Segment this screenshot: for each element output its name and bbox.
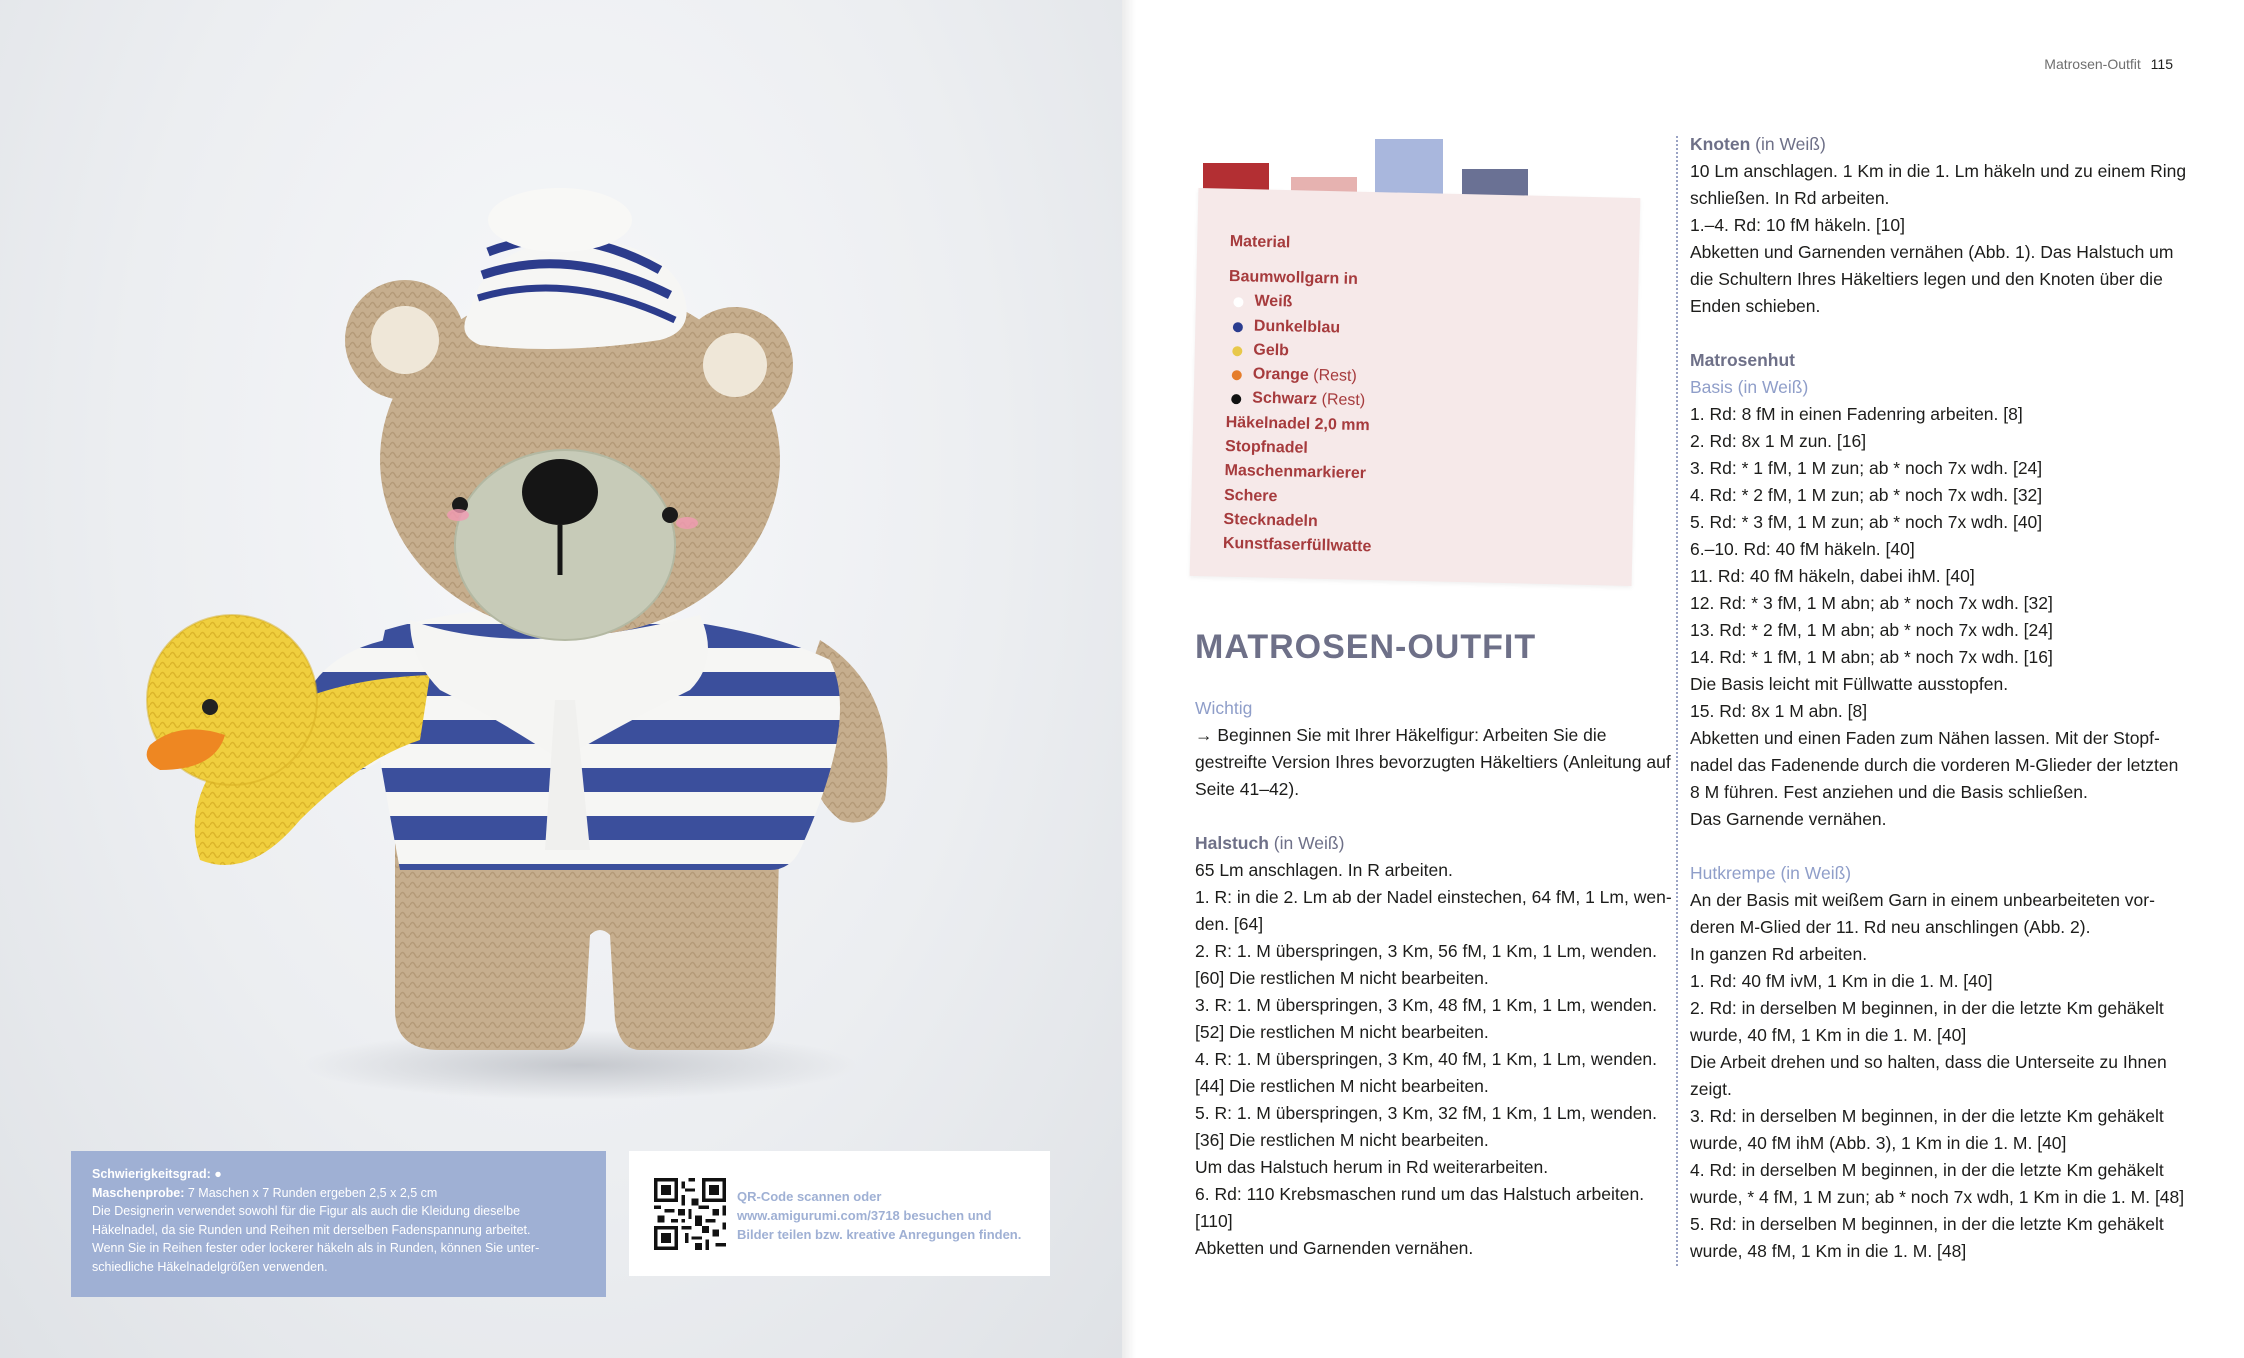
text-line (1195, 1208, 1665, 1235)
yarn-item: Schwarz (Rest) (1226, 386, 1606, 419)
text-run: 15. Rd: (1690, 701, 1747, 721)
text-line (1690, 239, 2190, 266)
yarn-item: Orange (Rest) (1227, 362, 1607, 395)
text-run: die Schultern Ihres Häkeltiers legen und den Knoten über die (1690, 269, 2163, 289)
text-line (1690, 941, 2190, 968)
yarn-color-dot (1233, 297, 1243, 307)
text-run: Die Basis leicht mit Füllwatte ausstopfen. (1690, 674, 2009, 694)
qr-text-line: Bilder teilen bzw. kreative Anregungen finden. (737, 1227, 1022, 1242)
text-run: deren M-Glied der 11. Rd neu anschlingen (Abb. 2). (1690, 917, 2091, 937)
subsection-heading: Hutkrempe (in Weiß) (1690, 863, 1852, 883)
text-line (1690, 1130, 2190, 1157)
yarn-item: Gelb (1227, 338, 1607, 371)
text-run: 40 fM häkeln. [40] (1770, 539, 1915, 559)
text-run: 4. Rd: (1690, 485, 1737, 505)
text-line (1195, 776, 1665, 803)
text-line (1690, 509, 2190, 536)
text-run: Um das Halstuch herum (1195, 1157, 1388, 1177)
text-run: 1. M überspringen, 3 Km, 40 fM, 1 Km, 1 Lm, wenden. (1231, 1049, 1658, 1069)
text-run: 1. Rd: (1690, 404, 1737, 424)
text-run: 1. M überspringen, 3 Km, 56 fM, 1 Km, 1 Lm, wenden. (1231, 941, 1658, 961)
tool-item: Kunstfaserfüllwatte (1222, 535, 1372, 556)
text-line (1195, 695, 1665, 722)
text-run: Enden schieben. (1690, 296, 1821, 316)
text-line (1690, 131, 2190, 158)
text-run: Abketten und einen Faden zum Nähen lassen. Mit der Stopf- (1690, 728, 2160, 748)
text-run: 2. R: (1195, 941, 1232, 961)
text-run: 4. Rd: (1690, 1160, 1737, 1180)
note-line: Die Designerin verwendet sowohl für die Figur als auch die Kleidung dieselbe (92, 1204, 521, 1218)
text-run: In ganzen Rd arbeiten. (1690, 944, 1868, 964)
text-run: 12. Rd: (1690, 593, 1747, 613)
text-line (1195, 1073, 1665, 1100)
text-run: 10 Lm anschlagen. 1 Km in die 1. Lm häkeln und zu einem Ring (1690, 161, 2187, 181)
text-run: 3. Rd: (1690, 458, 1737, 478)
running-head (2044, 56, 2173, 72)
text-line (1195, 749, 1671, 776)
qr-code-icon[interactable] (654, 1178, 726, 1250)
text-line (1690, 455, 2190, 482)
yarn-item: Weiß (1228, 289, 1608, 322)
text-line (1690, 293, 2190, 320)
text-run: 11. Rd: (1690, 566, 1746, 586)
page-number: 115 (2150, 56, 2173, 72)
text-run: [44] Die restlichen M nicht bearbeiten. (1195, 1076, 1489, 1096)
text-line (1690, 428, 2190, 455)
text-line (1195, 1127, 1665, 1154)
text-run: in derselben M beginnen, in der die letzte Km gehäkelt (1736, 1214, 2164, 1234)
text-run: 10 fM häkeln. [10] (1761, 215, 1906, 235)
text-line (1690, 671, 2190, 698)
material-list (1223, 233, 1610, 565)
tool-item: Häkelnadel 2,0 mm (1225, 413, 1370, 434)
text-run: wurde, * 4 fM, 1 M zun; ab * noch 7x wdh, 1 Km in die 1. M. [48] (1690, 1187, 2185, 1207)
text-line (1690, 779, 2190, 806)
page-title: MATROSEN-OUTFIT (1195, 628, 1537, 666)
text-run: 13. Rd: (1690, 620, 1747, 640)
text-line (1690, 212, 2190, 239)
text-run: [110] (1195, 1211, 1233, 1231)
text-line (1195, 857, 1665, 884)
text-line (1690, 968, 2190, 995)
text-run: Abketten und Garnenden vernähen. (1195, 1238, 1474, 1258)
text-run: 8 M führen. Fest anziehen und die Basis schließen. (1690, 782, 2088, 802)
text-run: Arbeiten Sie die (1479, 725, 1607, 745)
text-line (1690, 401, 2190, 428)
tool-item: Stecknadeln (1223, 510, 1318, 531)
text-line (1195, 722, 1665, 749)
text-run: 8 fM in einen Fadenring arbeiten. [8] (1736, 404, 2023, 424)
text-run: in Rd (1387, 1157, 1429, 1177)
difficulty-value: ● (214, 1167, 222, 1181)
paragraph-gap (1690, 833, 2190, 860)
text-line (1690, 698, 2190, 725)
text-run: 110 Krebsmaschen rund um das Halstuch arbeiten. (1241, 1184, 1645, 1204)
section-heading: Halstuch (1195, 833, 1269, 853)
difficulty-info-box (71, 1151, 606, 1297)
text-line (1195, 884, 1672, 911)
text-run: → (1195, 725, 1218, 745)
text-run: Das Garnende vernähen. (1690, 809, 1887, 829)
text-run: * 1 fM, 1 M zun; ab * noch 7x wdh. [24] (1736, 458, 2043, 478)
text-run: * 2 fM, 1 M abn; ab * noch 7x wdh. [24] (1746, 620, 2053, 640)
tool-item: Schere (1223, 486, 1278, 505)
text-run: in die 2. Lm ab der Nadel einstechen, 64 fM, 1 Lm, wen- (1231, 887, 1672, 907)
text-run: 5. R: (1195, 1103, 1232, 1123)
tool-item: Stopfnadel (1224, 438, 1308, 457)
text-run: weiterarbeiten. (1428, 1157, 1549, 1177)
text-run: zeigt. (1690, 1079, 1732, 1099)
tool-item: Maschenmarkierer (1224, 462, 1367, 483)
text-line (1195, 938, 1665, 965)
text-run: Beginnen Sie mit Ihrer Häkelfigur: (1217, 725, 1480, 745)
text-line (1690, 1184, 2190, 1211)
subsection-heading: Basis (in Weiß) (1690, 377, 1809, 397)
text-run: Die Arbeit drehen und so halten, dass die Unterseite zu Ihnen (1690, 1052, 2167, 1072)
paragraph-gap (1195, 803, 1665, 830)
text-run: An der Basis mit weißem Garn in einem unbearbeiteten vor- (1690, 890, 2155, 910)
text-run: (in Weiß) (1268, 833, 1345, 853)
text-run: 1. Rd: (1690, 971, 1737, 991)
text-run: Abketten und Garnenden vernähen (Abb. 1). Das Halstuch um (1690, 242, 2174, 262)
gauge-label: Maschenprobe: (92, 1185, 185, 1200)
text-run: 14. Rd: (1690, 647, 1747, 667)
text-run: nadel das Fadenende durch die vorderen M-Glieder der letzten (1690, 755, 2179, 775)
text-line (1690, 347, 2190, 374)
yarn-color-dot (1231, 395, 1241, 405)
text-line (1690, 725, 2190, 752)
text-run: 5. Rd: (1690, 512, 1737, 532)
text-line (1195, 1154, 1665, 1181)
difficulty-label: Schwierigkeitsgrad: (92, 1167, 211, 1181)
text-run: Seite 41–42). (1195, 779, 1300, 799)
text-run: [52] Die restlichen M nicht bearbeiten. (1195, 1022, 1489, 1042)
text-run: 5. Rd: (1690, 1214, 1737, 1234)
note-line: Wenn Sie in Reihen fester oder lockerer häkeln als in Runden, können Sie unter- (92, 1241, 540, 1255)
text-run: * 3 fM, 1 M zun; ab * noch 7x wdh. [40] (1736, 512, 2043, 532)
text-run: 4. R: (1195, 1049, 1232, 1069)
paragraph-gap (1690, 320, 2190, 347)
text-run: * 1 fM, 1 M abn; ab * noch 7x wdh. [16] (1746, 647, 2053, 667)
text-run: in derselben M beginnen, in der die letzte Km gehäkelt (1736, 1106, 2164, 1126)
gauge-text: 7 Maschen x 7 Runden ergeben 2,5 x 2,5 cm (187, 1185, 438, 1200)
text-run: 1. R: (1195, 887, 1232, 907)
text-run: in derselben M beginnen, in der die letzte Km gehäkelt (1736, 998, 2164, 1018)
text-run: gestreifte Version Ihres bevorzugten Häkeltiers (Anleitung auf (1195, 752, 1671, 772)
text-run: 1. M überspringen, 3 Km, 48 fM, 1 Km, 1 Lm, wenden. (1231, 995, 1658, 1015)
qr-text-line[interactable]: www.amigurumi.com/3718 besuchen und (737, 1208, 992, 1223)
text-line (1195, 1046, 1665, 1073)
text-line (1690, 806, 2190, 833)
text-run: 8x 1 M abn. [8] (1746, 701, 1868, 721)
text-run: wurde, 48 fM, 1 Km in die 1. M. [48] (1690, 1241, 1967, 1261)
section-heading: Matrosenhut (1690, 350, 1795, 370)
text-run: in derselben M beginnen, in der die letzte Km gehäkelt (1736, 1160, 2164, 1180)
text-line (1690, 617, 2190, 644)
yarn-color-dot (1232, 346, 1242, 356)
yarn-color-dot (1233, 322, 1243, 332)
text-run: 1.–4. Rd: (1690, 215, 1762, 235)
text-line (1690, 995, 2190, 1022)
text-line (1690, 887, 2190, 914)
text-run: 40 fM ivM, 1 Km in die 1. M. [40] (1736, 971, 1993, 991)
text-line (1690, 185, 2190, 212)
text-line (1195, 1235, 1665, 1262)
text-run: wurde, 40 fM ihM (Abb. 3), 1 Km in die 1. M. [40] (1690, 1133, 2067, 1153)
color-swatch (1203, 163, 1269, 190)
running-head-section: Matrosen-Outfit (2044, 56, 2141, 72)
text-line (1690, 1238, 2190, 1265)
text-run: 2. Rd: (1690, 998, 1737, 1018)
text-line (1195, 1100, 1665, 1127)
text-line (1195, 992, 1665, 1019)
text-line (1195, 965, 1665, 992)
qr-code-box (629, 1151, 1050, 1276)
subsection-heading: Wichtig (1195, 698, 1253, 718)
text-run: * 3 fM, 1 M abn; ab * noch 7x wdh. [32] (1746, 593, 2053, 613)
text-run: [36] Die restlichen M nicht bearbeiten. (1195, 1130, 1489, 1150)
text-line (1690, 914, 2190, 941)
text-line (1690, 266, 2190, 293)
text-line (1690, 1076, 2190, 1103)
text-line (1690, 1103, 2190, 1130)
text-line (1690, 374, 2190, 401)
text-line (1690, 644, 2190, 671)
text-line (1690, 482, 2190, 509)
text-run: 2. Rd: (1690, 431, 1737, 451)
text-line (1690, 536, 2190, 563)
text-run: den. [64] (1195, 914, 1264, 934)
text-line (1195, 830, 1665, 857)
section-heading: Knoten (1690, 134, 1751, 154)
qr-text-line: QR-Code scannen oder (737, 1189, 882, 1204)
note-line: schiedliche Häkelnadelgrößen verwenden. (92, 1259, 328, 1274)
text-line (1690, 158, 2190, 185)
text-run: * 2 fM, 1 M zun; ab * noch 7x wdh. [32] (1736, 485, 2043, 505)
instructions-column-left (1195, 695, 1672, 1262)
text-line (1690, 590, 2190, 617)
text-line (1195, 1019, 1665, 1046)
text-line (1690, 860, 2190, 887)
text-run: 8x 1 M zun. [16] (1736, 431, 1867, 451)
text-run: (in Weiß) (1750, 134, 1826, 154)
text-line (1690, 1049, 2190, 1076)
text-run: 1. M überspringen, 3 Km, 32 fM, 1 Km, 1 Lm, wenden. (1231, 1103, 1658, 1123)
color-swatch (1375, 139, 1443, 196)
text-run: [60] Die restlichen M nicht bearbeiten. (1195, 968, 1489, 988)
instructions-column-right (1690, 131, 2190, 1265)
text-line (1690, 1157, 2190, 1184)
text-line (1690, 563, 2190, 590)
qr-code-text (737, 1187, 1037, 1244)
text-run: 3. R: (1195, 995, 1232, 1015)
text-run: 6. Rd: (1195, 1184, 1242, 1204)
text-run: 40 fM häkeln, dabei ihM. [40] (1745, 566, 1975, 586)
text-run: 3. Rd: (1690, 1106, 1737, 1126)
text-run: wurde, 40 fM, 1 Km in die 1. M. [40] (1690, 1025, 1967, 1045)
text-line (1690, 1211, 2190, 1238)
text-line (1195, 911, 1665, 938)
text-run: schließen. In Rd arbeiten. (1690, 188, 1890, 208)
material-title: Material (1229, 233, 1291, 252)
text-line (1690, 1022, 2190, 1049)
text-line (1195, 1181, 1665, 1208)
book-gutter (1122, 0, 1136, 1358)
yarn-color-dot (1232, 370, 1242, 380)
column-divider (1676, 136, 1678, 1266)
note-line: Häkelnadel, da sie Runden und Reihen mit derselben Fadenspannung arbeitet. (92, 1222, 531, 1237)
text-line (1690, 752, 2190, 779)
yarn-label: Baumwollgarn in (1228, 267, 1359, 288)
text-run: 6.–10. Rd: (1690, 539, 1771, 559)
text-run: 65 Lm anschlagen. In R arbeiten. (1195, 860, 1453, 880)
yarn-item: Dunkelblau (1228, 314, 1608, 347)
